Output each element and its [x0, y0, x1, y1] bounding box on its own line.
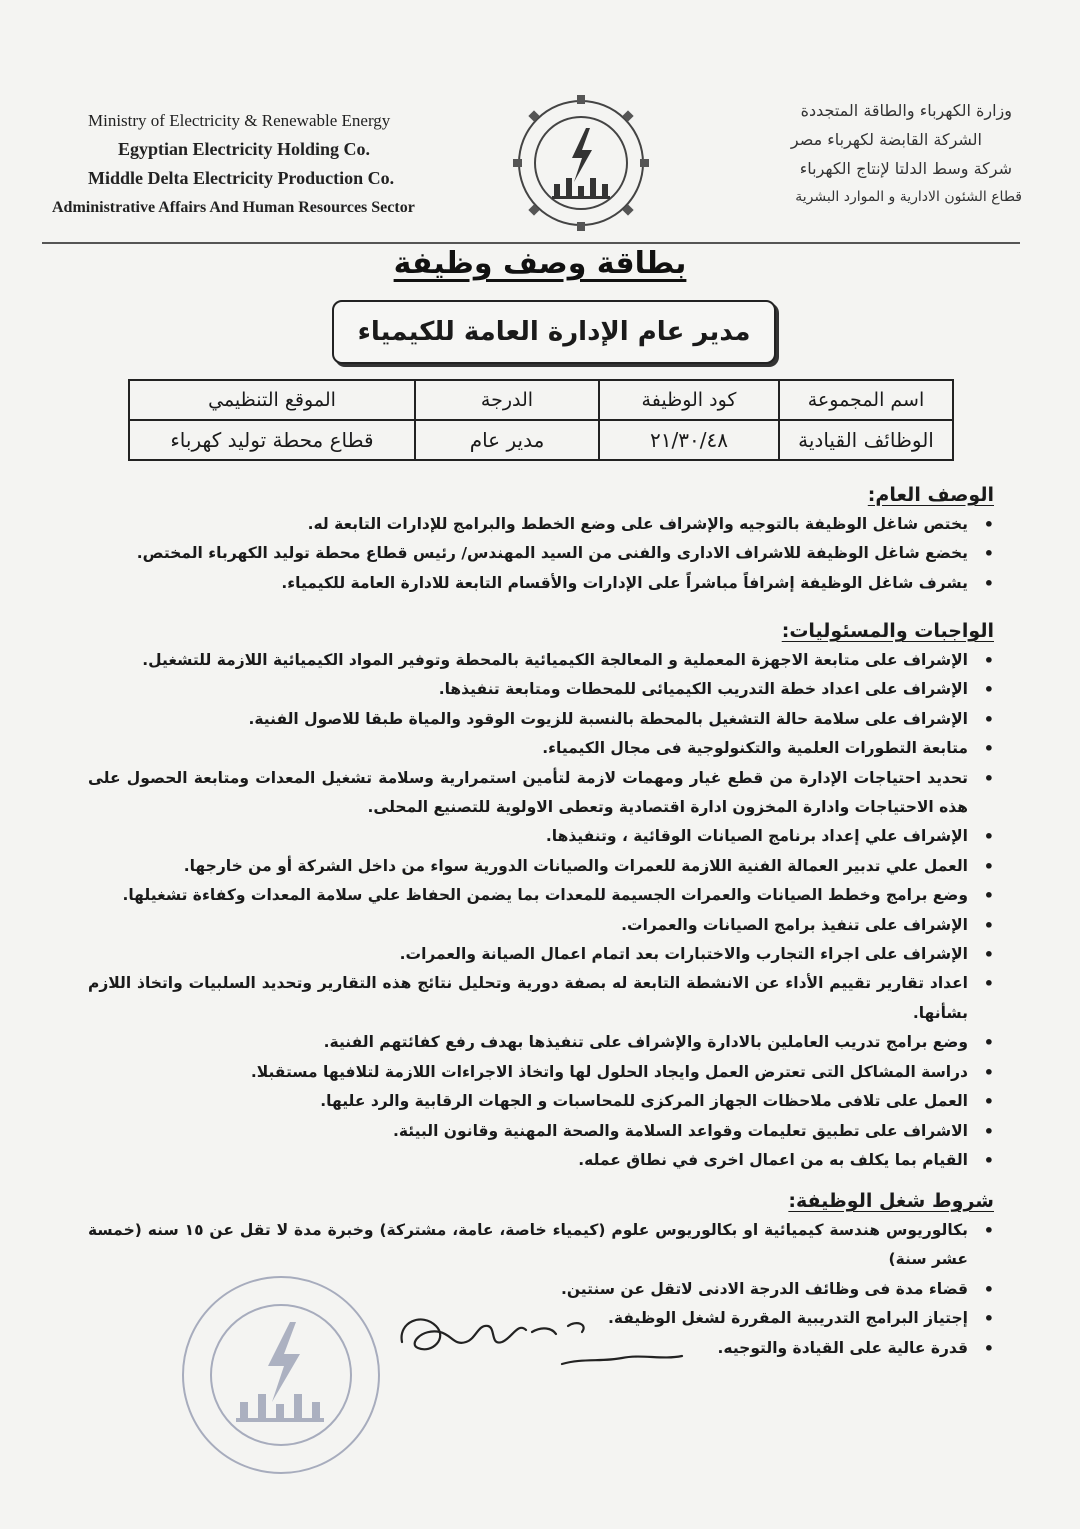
- list-item: • الإشراف على اعداد خطة التدريب الكيميائى للمحطات ومتابعة تنفيذها.: [54, 675, 994, 704]
- value-grade: مدير عام: [415, 420, 599, 460]
- bullet-icon: •: [983, 1062, 994, 1082]
- holding-company-ar: الشركة القابضة لكهرباء مصر: [790, 130, 982, 149]
- bullet-icon: •: [983, 1338, 994, 1358]
- sector-name-ar: قطاع الشئون الادارية و الموارد البشرية: [795, 189, 1022, 205]
- list-item: • تحديد احتياجات الإدارة من قطع غيار ومهمات لازمة لتأمين استمرارية وسلامة تشغيل المعدات ومتابعة الحصول على هذه الاحتياجات وادارة المخزون ادارة اقتصادية وتعطى الاولوية للتصنيع المحلى.: [88, 764, 994, 823]
- general-description-title: الوصف العام:: [867, 484, 994, 506]
- production-company-en: Middle Delta Electricity Production Co.: [88, 168, 395, 188]
- bullet-icon: •: [983, 1121, 994, 1141]
- header-job-code: كود الوظيفة: [599, 380, 779, 420]
- list-item: • بكالوريوس هندسة كيميائية او بكالوريوس علوم (كيمياء خاصة، عامة، مشتركة) وخبرة مدة لا تقل عن ١٥ سنه (خمسة عشر سنة): [88, 1216, 994, 1275]
- header-group: اسم المجموعة: [779, 380, 953, 420]
- job-info-table: [128, 379, 954, 461]
- bullet-icon: •: [983, 680, 994, 700]
- list-item: • متابعة التطورات العلمية والتكنولوجية فى مجال الكيمياء.: [54, 734, 994, 763]
- bullet-icon: •: [983, 768, 994, 788]
- company-stamp-icon: [178, 1272, 384, 1478]
- value-group: الوظائف القيادية: [779, 420, 953, 460]
- list-item: • إجتياز البرامج التدريبية المقررة لشغل الوظيفة.: [54, 1304, 994, 1333]
- header-english: [52, 106, 472, 222]
- bullet-icon: •: [983, 886, 994, 906]
- list-item: • الاشراف على تطبيق تعليمات وقواعد السلامة والصحة المهنية وقانون البيئة.: [54, 1117, 994, 1146]
- list-item: • وضع برامج تدريب العاملين بالادارة والإشراف على تنفيذها بهدف رفع كفائتهم الفنية.: [54, 1028, 994, 1057]
- bullet-icon: •: [983, 974, 994, 994]
- value-job-code: ٢١/٣٠/٤٨: [599, 420, 779, 460]
- company-logo-icon: [510, 92, 652, 234]
- bullet-icon: •: [983, 515, 994, 534]
- bullet-icon: •: [983, 915, 994, 935]
- bullet-icon: •: [983, 856, 994, 876]
- list-item: • الإشراف على اجراء التجارب والاختبارات بعد اتمام اعمال الصيانة والعمرات.: [54, 940, 994, 969]
- bullet-icon: •: [983, 827, 994, 847]
- list-item: • يخضع شاغل الوظيفة للاشراف الادارى والفنى من السيد المهندس/ رئيس قطاع محطة توليد الكهرباء المختص.: [54, 539, 994, 568]
- list-item: • العمل على تلافى ملاحظات الجهاز المركزى للمحاسبات و الجهات الرقابية والرد عليها.: [54, 1087, 994, 1116]
- requirements-title: شروط شغل الوظيفة:: [788, 1190, 994, 1212]
- list-item: • الإشراف على سلامة حالة التشغيل بالمحطة بالنسبة للزيوت الوقود والمياة طبقا للاصول الفنية.: [54, 705, 994, 734]
- bullet-icon: •: [983, 544, 994, 564]
- value-location: قطاع محطة توليد كهرباء: [129, 420, 415, 460]
- signature-icon: [392, 1302, 692, 1372]
- general-description-section: [54, 484, 994, 598]
- list-item: • العمل علي تدبير العمالة الفنية اللازمة للعمرات والصيانات الدورية سواء من داخل الشركة أو من خارجها.: [54, 852, 994, 881]
- ministry-name-en: Ministry of Electricity & Renewable Energy: [88, 111, 391, 130]
- header-divider: [42, 242, 1020, 244]
- holding-company-en: Egyptian Electricity Holding Co.: [118, 139, 370, 159]
- document-title: بطاقة وصف وظيفة: [393, 246, 687, 281]
- list-item: • قضاء مدة فى وظائف الدرجة الادنى لاتقل عن سنتين.: [54, 1275, 994, 1304]
- sector-name-en: Administrative Affairs And Human Resources Sector: [52, 199, 415, 216]
- table-header-row: [129, 380, 953, 420]
- table-row: [129, 420, 953, 460]
- list-item: • دراسة المشاكل التى تعترض العمل وايجاد الحلول لها واتخاذ الاجراءات اللازمة لتلافيها مستقبلا.: [54, 1058, 994, 1087]
- list-item: • يشرف شاغل الوظيفة إشرافاً مباشراً على الإدارات والأقسام التابعة للادارة العامة للكيمياء.: [54, 569, 994, 598]
- job-title: مدير عام الإدارة العامة للكيمياء: [357, 317, 751, 347]
- ministry-name-ar: وزارة الكهرباء والطاقة المتجددة: [800, 101, 1012, 120]
- header-grade: الدرجة: [415, 380, 599, 420]
- job-title-box: [332, 300, 776, 364]
- bullet-icon: •: [983, 573, 994, 593]
- bullet-icon: •: [983, 945, 994, 965]
- bullet-icon: •: [983, 651, 994, 670]
- bullet-icon: •: [983, 709, 994, 729]
- list-item: • قدرة عالية على القيادة والتوجيه.: [54, 1334, 994, 1363]
- list-item: • الإشراف على متابعة الاجهزة المعملية و المعالجة الكيميائية بالمحطة وتوفير المواد الكيميائية اللازمة للتشغيل.: [54, 646, 994, 675]
- bullet-icon: •: [983, 739, 994, 759]
- bullet-icon: •: [983, 1150, 994, 1170]
- list-item: • الإشراف علي إعداد برنامج الصيانات الوقائية ، وتنفيذها.: [54, 822, 994, 851]
- duties-section: [54, 620, 994, 1175]
- list-item: • وضع برامج وخطط الصيانات والعمرات الجسيمة للمعدات بما يضمن الحفاظ علي سلامة المعدات وكفاءة تشغيلها.: [54, 881, 994, 910]
- bullet-icon: •: [983, 1033, 994, 1053]
- list-item: • الإشراف على تنفيذ برامج الصيانات والعمرات.: [54, 911, 994, 940]
- header-location: الموقع التنظيمي: [129, 380, 415, 420]
- list-item: • اعداد تقارير تقييم الأداء عن الانشطة التابعة له بصفة دورية وتحليل نتائج هذه التقارير وتحديد السلبيات واتخاذ اللازم بشأنها.: [88, 969, 994, 1028]
- list-item: • القيام بما يكلف به من اعمال اخرى في نطاق عمله.: [54, 1146, 994, 1175]
- bullet-icon: •: [983, 1092, 994, 1112]
- bullet-icon: •: [983, 1309, 994, 1329]
- duties-title: الواجبات والمسئوليات:: [781, 620, 994, 642]
- bullet-icon: •: [983, 1279, 994, 1299]
- list-item: • يختص شاغل الوظيفة بالتوجيه والإشراف على وضع الخطط والبرامج للإدارات التابعة له.: [54, 510, 994, 539]
- bullet-icon: •: [983, 1221, 994, 1240]
- header-arabic: [692, 96, 1022, 212]
- production-company-ar: شركة وسط الدلتا لإنتاج الكهرباء: [799, 159, 1012, 178]
